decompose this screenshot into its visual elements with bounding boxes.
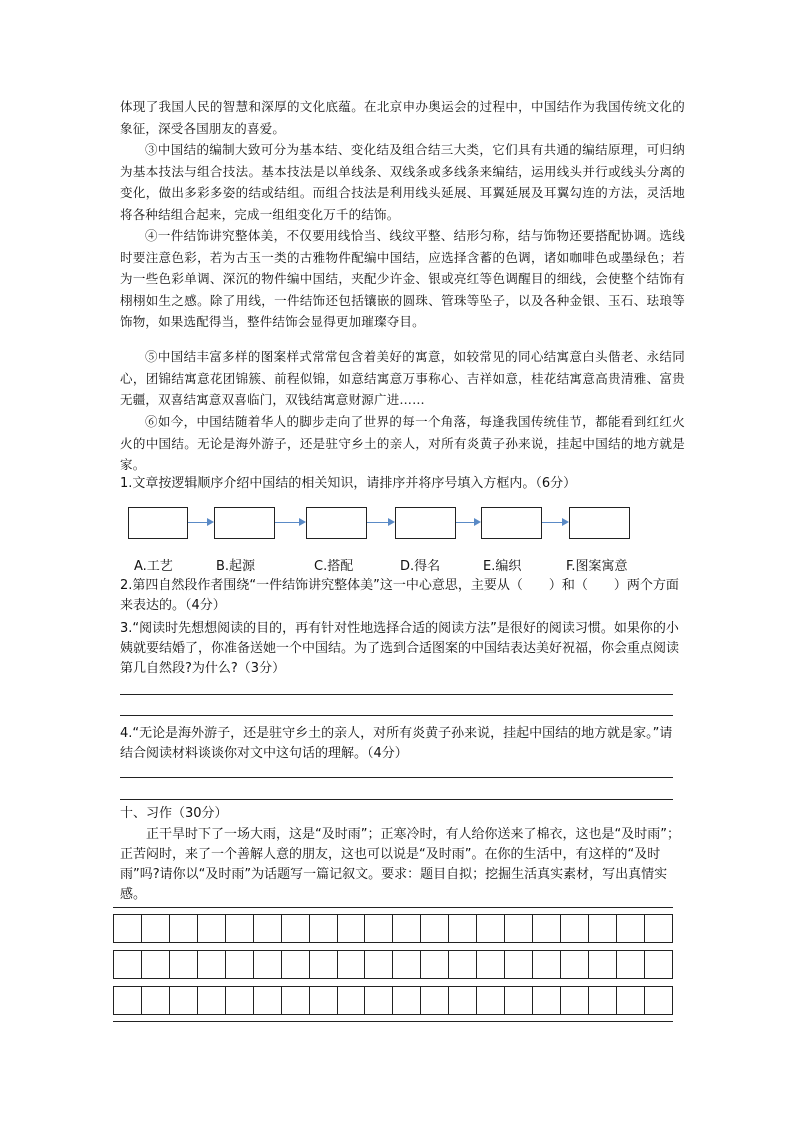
passage-paragraph-5: ⑤中国结丰富多样的图案样式常常包含着美好的寓意，如较常见的同心结寓意白头偕老、永结同心，团锦结寓意花团锦簇、前程似锦，如意结寓意万事称心、吉祥如意，桂花结寓意高贵清雅、富贵无疆，双喜结寓意双喜临门，双钱结寓意财源广进…… bbox=[120, 349, 685, 407]
question-3-prompt: 3.“阅读时先想想阅读的目的，再有针对性地选择合适的阅读方法”是很好的阅读习惯。如果你的小姨就要结婚了，你准备送她一个中国结。为了选到合适图案的中国结表达美好祝福，你会重点阅读第几自然段?为什么?（3分） bbox=[120, 621, 680, 676]
answer-line-q3-1[interactable] bbox=[120, 694, 673, 695]
arrow-right-icon bbox=[542, 522, 567, 523]
question-1-prompt: 1.文章按逻辑顺序介绍中国结的相关知识，请排序并将序号填入方框内。（6分） bbox=[120, 476, 577, 491]
answer-line-q4-2[interactable] bbox=[120, 799, 673, 800]
passage-paragraph-6: ⑥如今，中国结随着华人的脚步走向了世界的每一个角落，每逢我国传统佳节，都能看到红红火火的中国结。无论是海外游子，还是驻守乡土的亲人，对所有炎黄子孙来说，挂起中国结的地方就是家。 bbox=[120, 414, 685, 472]
answer-line-q3-2[interactable] bbox=[120, 715, 673, 716]
arrow-right-icon bbox=[456, 522, 479, 523]
writing-grid-row-1[interactable] bbox=[113, 914, 673, 943]
passage-paragraph-3: ③中国结的编制大致可分为基本结、变化结及组合结三大类，它们具有共通的编结原理，可归纳为基本技法与组合技法。基本技法是以单线条、双线条或多线条来编结，运用线头并行或线头分离的变化，做出多彩多姿的结或结组。而组合技法是利用线头延展、耳翼延展及耳翼勾连的方法，灵活地将各种结组合起来，完成一组组变化万千的结饰。 bbox=[120, 142, 685, 222]
option-d: D.得名 bbox=[400, 559, 441, 574]
option-e: E.编织 bbox=[483, 559, 522, 574]
question-4-prompt: 4.“无论是海外游子，还是驻守乡土的亲人，对所有炎黄子孙来说，挂起中国结的地方就是家。”请结合阅读材料谈谈你对文中这句话的理解。（4分） bbox=[120, 726, 673, 761]
arrow-right-icon bbox=[367, 522, 393, 523]
question-2-prompt: 2.第四自然段作者围绕“一件结饰讲究整体美”这一中心意思，主要从（ ）和（ ）两个方面来表达的。（4分） bbox=[120, 578, 679, 613]
arrow-right-icon bbox=[188, 522, 212, 523]
answer-box-4[interactable] bbox=[395, 507, 456, 539]
writing-prompt: 正干旱时下了一场大雨，这是“及时雨”；正寒冷时，有人给你送来了棉衣，这也是“及时雨”；正苦闷时，来了一个善解人意的朋友，这也可以说是“及时雨”。在你的生活中，有这样的“及时雨”吗?请你以“及时雨”为话题写一篇记叙文。要求：题目自拟；挖掘生活真实素材，写出真情实感。 bbox=[120, 827, 680, 902]
writing-grid-row-3[interactable] bbox=[113, 986, 673, 1015]
writing-grid-row-2[interactable] bbox=[113, 950, 673, 979]
answer-box-5[interactable] bbox=[481, 507, 542, 539]
answer-box-1[interactable] bbox=[128, 507, 188, 539]
passage-paragraph-4: ④一件结饰讲究整体美，不仅要用线恰当、线纹平整、结形匀称，结与饰物还要搭配协调。选线时要注意色彩，若为古玉一类的古雅物件配编中国结，应选择含蓄的色调，诸如咖啡色或墨绿色；若为一些色彩单调、深沉的物件编中国结，夹配少许金、银或亮红等色调醒目的细线，会使整个结饰有栩栩如生之感。除了用线，一件结饰还包括镶嵌的圆珠、管珠等坠子，以及各种金银、玉石、珐琅等饰物，如果选配得当，整件结饰会显得更加璀璨夺目。 bbox=[120, 228, 685, 329]
arrow-right-icon bbox=[275, 522, 304, 523]
option-f: F.图案寓意 bbox=[566, 559, 628, 574]
grid-bottom-rule bbox=[113, 1021, 673, 1022]
writing-heading: 十、习作（30分） bbox=[120, 806, 228, 821]
option-b: B.起源 bbox=[216, 559, 256, 574]
option-c: C.搭配 bbox=[314, 559, 354, 574]
passage-paragraph-2-end: 体现了我国人民的智慧和深厚的文化底蕴。在北京申办奥运会的过程中，中国结作为我国传统文化的象征，深受各国朋友的喜爱。 bbox=[120, 99, 685, 136]
answer-box-2[interactable] bbox=[214, 507, 275, 539]
grid-top-rule bbox=[113, 907, 673, 908]
answer-line-q4-1[interactable] bbox=[120, 777, 673, 778]
option-a: A.工艺 bbox=[134, 559, 173, 574]
answer-box-3[interactable] bbox=[306, 507, 367, 539]
answer-box-6[interactable] bbox=[569, 507, 630, 539]
